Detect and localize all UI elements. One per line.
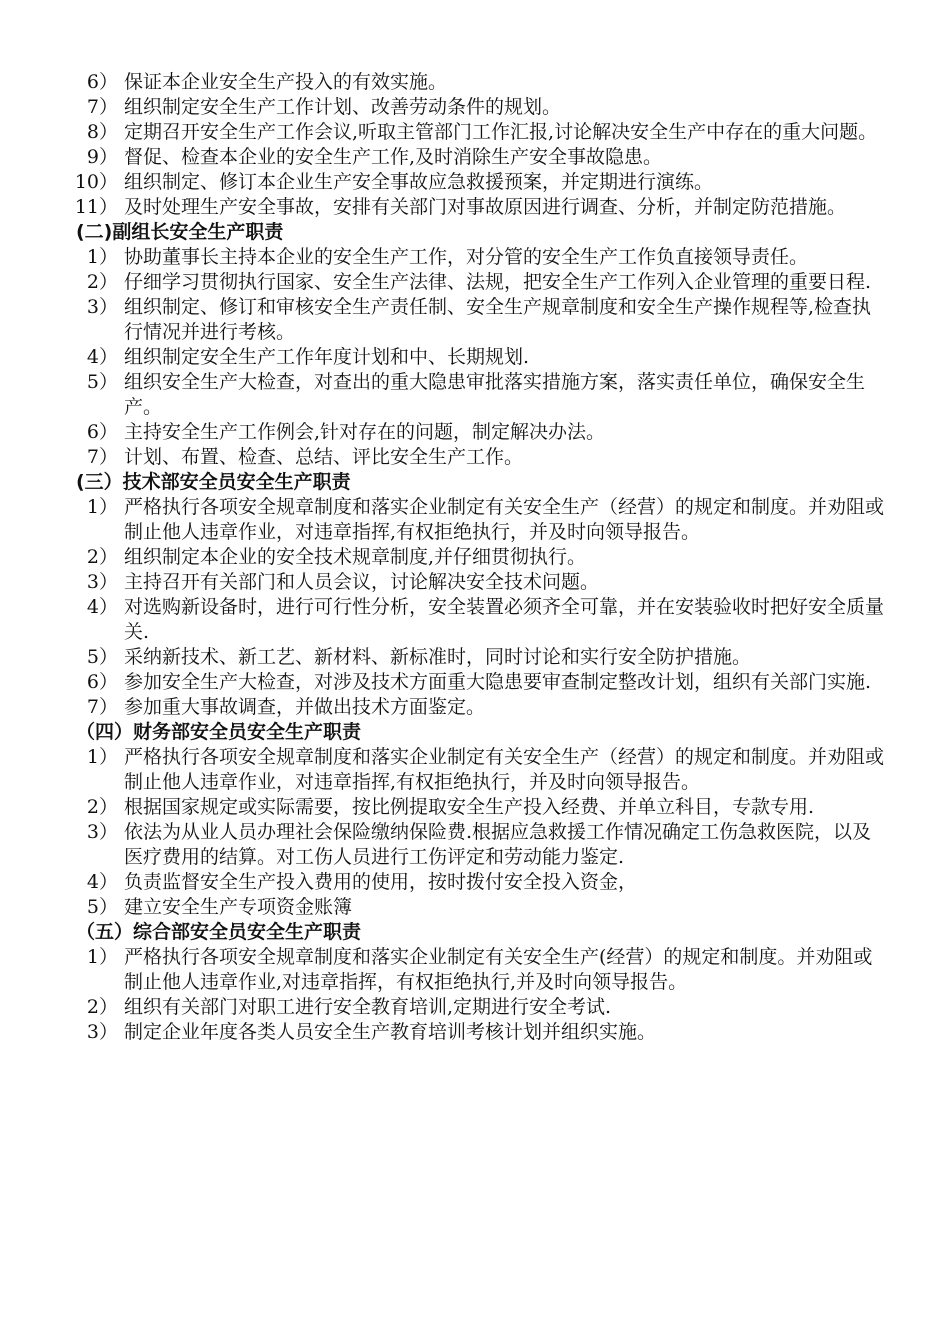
list-item [0, 995, 950, 1020]
list-item [0, 670, 950, 695]
section [0, 720, 950, 920]
sections-container [0, 220, 950, 1045]
item-text: 组织安全生产大检查，对查出的重大隐患审批落实措施方案，落实责任单位，确保安全生产。 [124, 371, 866, 418]
item-number: 8） [86, 121, 118, 143]
item-text: 保证本企业安全生产投入的有效实施。 [124, 71, 448, 93]
item-number: 1） [86, 746, 118, 768]
list-item [0, 545, 950, 570]
item-text: 组织制定、修订和审核安全生产责任制、安全生产规章制度和安全生产操作规程等,检查执行情况并进行考核。 [124, 296, 872, 343]
item-number: 1） [86, 946, 118, 968]
item-number: 2） [86, 271, 118, 293]
item-text: 严格执行各项安全规章制度和落实企业制定有关安全生产(经营）的规定和制度。并劝阻或制止他人违章作业,对违章指挥，有权拒绝执行,并及时向领导报告。 [124, 946, 873, 993]
item-text: 严格执行各项安全规章制度和落实企业制定有关安全生产（经营）的规定和制度。并劝阻或制止他人违章作业，对违章指挥,有权拒绝执行，并及时向领导报告。 [124, 746, 885, 793]
item-text: 根据国家规定或实际需要，按比例提取安全生产投入经费、并单立科目，专款专用. [124, 796, 815, 818]
item-text: 建立安全生产专项资金账簿 [124, 896, 353, 918]
item-number: 3） [86, 821, 118, 843]
item-number: 2） [86, 796, 118, 818]
item-number: 3） [86, 571, 118, 593]
item-text: 负责监督安全生产投入费用的使用，按时拨付安全投入资金， [124, 871, 638, 893]
item-text: 主持召开有关部门和人员会议，讨论解决安全技术问题。 [124, 571, 600, 593]
item-text: 组织制定、修订本企业生产安全事故应急救援预案，并定期进行演练。 [124, 171, 714, 193]
item-text: 组织制定本企业的安全技术规章制度,并仔细贯彻执行。 [124, 546, 587, 568]
list-item [0, 270, 950, 295]
list-item [0, 245, 950, 270]
item-number: 7） [86, 96, 118, 118]
document-page [0, 70, 950, 1045]
section-heading: (三）技术部安全员安全生产职责 [76, 471, 351, 493]
item-text: 协助董事长主持本企业的安全生产工作，对分管的安全生产工作负直接领导责任。 [124, 246, 809, 268]
item-text: 采纳新技术、新工艺、新材料、新标准时，同时讨论和实行安全防护措施。 [124, 646, 752, 668]
list-item [0, 945, 950, 995]
list-item [0, 645, 950, 670]
intro-list [0, 70, 950, 220]
item-number: 1） [86, 496, 118, 518]
list-item [0, 1020, 950, 1045]
item-text: 对选购新设备时，进行可行性分析，安全装置必须齐全可靠，并在安装验收时把好安全质量关. [124, 596, 885, 643]
item-number: 3） [86, 296, 118, 318]
item-text: 制定企业年度各类人员安全生产教育培训考核计划并组织实施。 [124, 1021, 657, 1043]
section [0, 220, 950, 470]
item-number: 7） [86, 446, 118, 468]
item-text: 定期召开安全生产工作会议,听取主管部门工作汇报,讨论解决安全生产中存在的重大问题。 [124, 121, 878, 143]
list-item [0, 570, 950, 595]
item-number: 9） [86, 146, 118, 168]
section-heading: (二)副组长安全生产职责 [76, 221, 284, 243]
list-item [0, 870, 950, 895]
list-item [0, 745, 950, 795]
item-text: 仔细学习贯彻执行国家、安全生产法律、法规，把安全生产工作列入企业管理的重要日程. [124, 271, 872, 293]
list-item [0, 795, 950, 820]
item-number: 2） [86, 546, 118, 568]
section [0, 470, 950, 720]
list-item [0, 295, 950, 345]
list-item [0, 145, 950, 170]
item-text: 主持安全生产工作例会,针对存在的问题，制定解决办法。 [124, 421, 606, 443]
item-number: 10） [74, 171, 118, 193]
item-number: 5） [86, 646, 118, 668]
section [0, 920, 950, 1045]
item-number: 6） [86, 671, 118, 693]
item-text: 及时处理生产安全事故，安排有关部门对事故原因进行调查、分析，并制定防范措施。 [124, 196, 847, 218]
item-number: 6） [86, 421, 118, 443]
list-item [0, 120, 950, 145]
item-number: 11） [74, 196, 118, 218]
list-item [0, 495, 950, 545]
item-number: 2） [86, 996, 118, 1018]
list-item [0, 820, 950, 870]
item-text: 组织制定安全生产工作计划、改善劳动条件的规划。 [124, 96, 562, 118]
item-text: 督促、检查本企业的安全生产工作,及时消除生产安全事故隐患。 [124, 146, 663, 168]
item-text: 组织制定安全生产工作年度计划和中、长期规划. [124, 346, 530, 368]
list-item [0, 895, 950, 920]
item-number: 1） [86, 246, 118, 268]
item-text: 组织有关部门对职工进行安全教育培训,定期进行安全考试. [124, 996, 612, 1018]
item-number: 4） [86, 871, 118, 893]
item-number: 6） [86, 71, 118, 93]
list-item [0, 170, 950, 195]
section-heading: （五）综合部安全员安全生产职责 [76, 921, 362, 943]
list-item [0, 445, 950, 470]
list-item [0, 70, 950, 95]
list-item [0, 370, 950, 420]
item-number: 5） [86, 371, 118, 393]
item-number: 7） [86, 696, 118, 718]
list-item [0, 420, 950, 445]
item-text: 参加安全生产大检查，对涉及技术方面重大隐患要审查制定整改计划，组织有关部门实施. [124, 671, 872, 693]
item-number: 5） [86, 896, 118, 918]
item-text: 严格执行各项安全规章制度和落实企业制定有关安全生产（经营）的规定和制度。并劝阻或制止他人违章作业，对违章指挥,有权拒绝执行，并及时向领导报告。 [124, 496, 885, 543]
list-item [0, 95, 950, 120]
item-text: 计划、布置、检查、总结、评比安全生产工作。 [124, 446, 524, 468]
item-number: 4） [86, 596, 118, 618]
item-text: 参加重大事故调查，并做出技术方面鉴定。 [124, 696, 486, 718]
section-heading: （四）财务部安全员安全生产职责 [76, 721, 362, 743]
item-text: 依法为从业人员办理社会保险缴纳保险费.根据应急救援工作情况确定工伤急救医院，以及医疗费用的结算。对工伤人员进行工伤评定和劳动能力鉴定. [124, 821, 872, 868]
list-item [0, 195, 950, 220]
list-item [0, 345, 950, 370]
item-number: 4） [86, 346, 118, 368]
list-item [0, 595, 950, 645]
list-item [0, 695, 950, 720]
item-number: 3） [86, 1021, 118, 1043]
